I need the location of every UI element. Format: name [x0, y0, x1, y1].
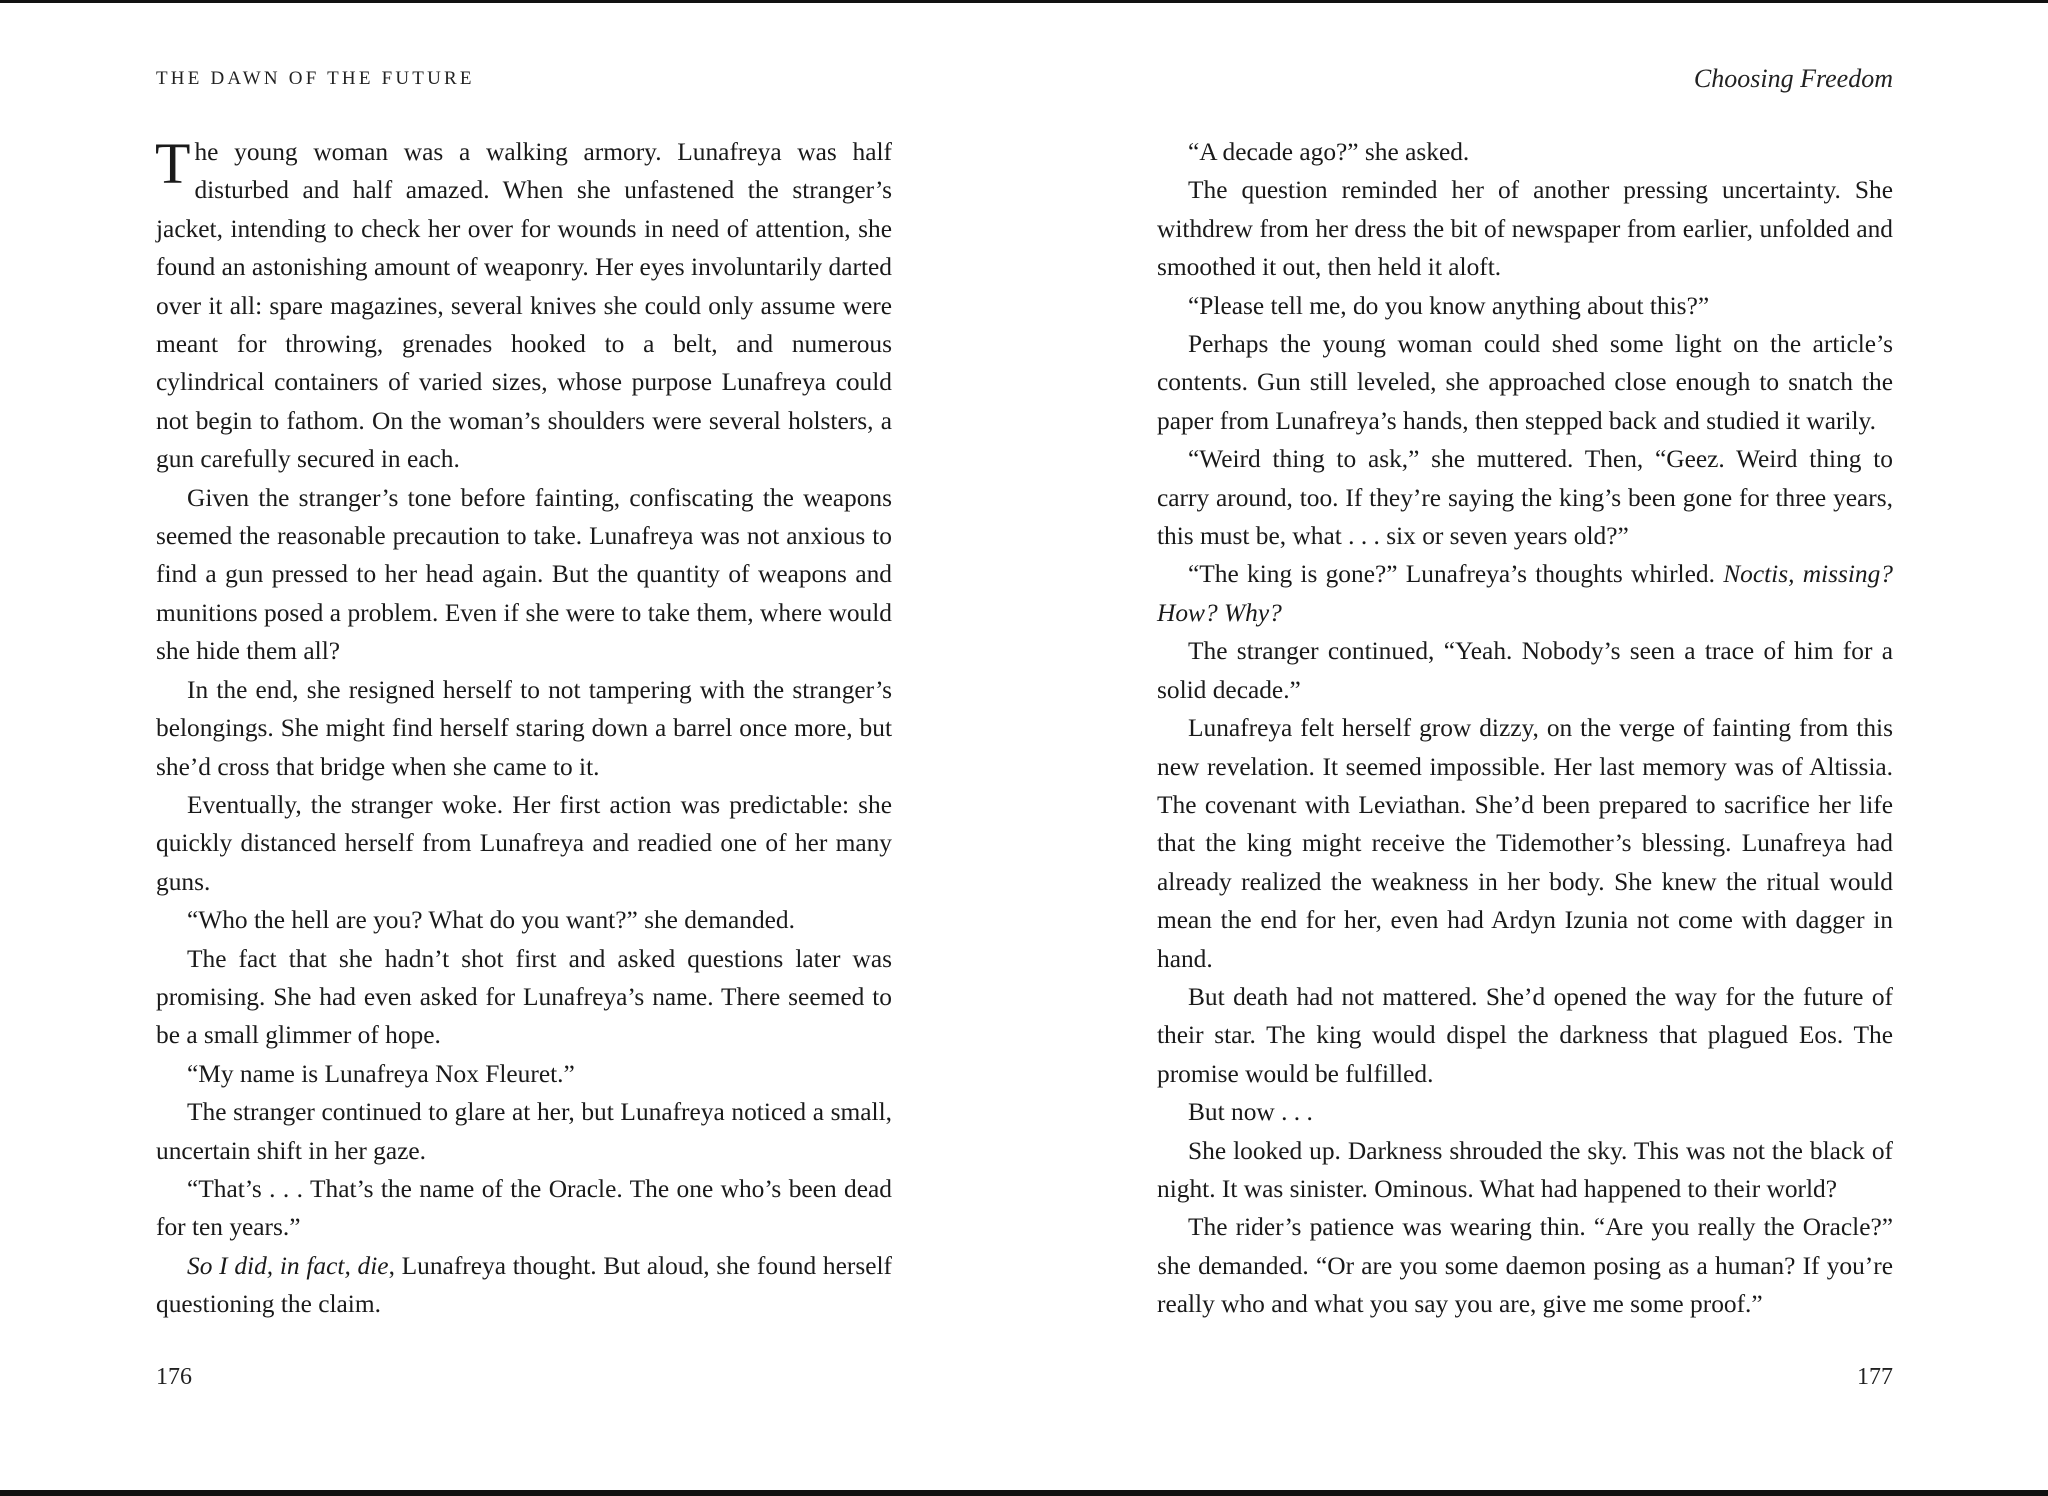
paragraph: Given the stranger’s tone before fainting, confiscating the weapons seemed the reasonable precaution to take. Lunafreya was not anxious to find a gun pressed to her head again. But the quantity of weapons and munitions posed a problem. Even if she were to take them, where would she hide them all?: [156, 483, 892, 666]
paragraph: “Who the hell are you? What do you want?” she demanded.: [187, 906, 795, 935]
paragraph: “Weird thing to ask,” she muttered. Then, “Geez. Weird thing to carry around, too. If they’re saying the king’s been gone for three years, this must be, what . . . six or seven years old?”: [1157, 445, 1893, 551]
paragraph: She looked up. Darkness shrouded the sky. This was not the black of night. It was sinister. Ominous. What had happened to their world?: [1157, 1136, 1893, 1203]
paragraph: “A decade ago?” she asked.: [1188, 138, 1470, 166]
page-number-left: 176: [156, 1364, 192, 1390]
paragraph: The stranger continued to glare at her, but Lunafreya noticed a small, uncertain shift in her gaze.: [156, 1098, 892, 1165]
drop-cap: T: [155, 131, 191, 196]
paragraph: “Please tell me, do you know anything about this?”: [1188, 291, 1710, 320]
left-page: [156, 0, 892, 1496]
paragraph: But death had not mattered. She’d opened the way for the future of their star. The king would dispel the darkness that plagued Eos. The promise would be fulfilled.: [1157, 982, 1893, 1088]
running-head-right: [1157, 64, 1893, 94]
bottom-border: [0, 1490, 2048, 1496]
paragraph: But now . . .: [1188, 1098, 1313, 1127]
book-title: THE DAWN OF THE FUTURE: [156, 68, 475, 89]
page-number-right: 177: [1857, 1364, 1893, 1390]
paragraph: The rider’s patience was wearing thin. “Are you really the Oracle?” she demanded. “Or are you some daemon posing as a human? If you’re really who and what you say you are, give me some proof.”: [1157, 1213, 1893, 1319]
paragraph: “My name is Lunafreya Nox Fleuret.”: [187, 1059, 575, 1088]
paragraph-text: “The king is gone?” Lunafreya’s thoughts whirled.: [1188, 560, 1724, 589]
paragraph: The stranger continued, “Yeah. Nobody’s seen a trace of him for a solid decade.”: [1157, 637, 1893, 704]
chapter-title: Choosing Freedom: [1693, 64, 1893, 93]
paragraph-text: he young woman was a walking armory. Lunafreya was half disturbed and half amazed. When she unfastened the stranger’s jacket, intending to check her over for wounds in need of attention, she found an astonishing amount of weaponry. Her eyes involuntarily darted over it all: spare magazines, several knives she could only assume were meant for throwing, grenades hooked to a belt, and numerous cylindrical containers of varied sizes, whose purpose Lunafreya could not begin to fathom. On the woman’s shoulders were several holsters, a gun carefully secured in each.: [156, 138, 892, 474]
running-head-left: [156, 64, 892, 94]
paragraph: The question reminded her of another pressing uncertainty. She withdrew from her dress the bit of newspaper from earlier, unfolded and smoothed it out, then held it aloft.: [1157, 176, 1893, 282]
paragraph: [156, 133, 892, 479]
paragraph: In the end, she resigned herself to not tampering with the stranger’s belongings. She might find herself staring down a barrel once more, but she’d cross that bridge when she came to it.: [156, 675, 892, 781]
paragraph: “That’s . . . That’s the name of the Oracle. The one who’s been dead for ten years.”: [156, 1174, 892, 1242]
paragraph: [156, 1247, 892, 1324]
paragraph-text: , Lunafreya thought. But aloud, she found herself questioning the claim.: [156, 1251, 892, 1319]
paragraph: [1157, 555, 1893, 632]
italic-thought: So I did, in fact, die: [187, 1251, 389, 1280]
paragraph: The fact that she hadn’t shot first and asked questions later was promising. She had even asked for Lunafreya’s name. There seemed to be a small glimmer of hope.: [156, 944, 892, 1050]
italic-thought: Noctis, missing? How? Why?: [1157, 560, 1893, 627]
left-page-body: [156, 133, 892, 1324]
paragraph: Perhaps the young woman could shed some light on the article’s contents. Gun still leveled, she approached close enough to snatch the paper from Lunafreya’s hands, then stepped back and studied it warily.: [1157, 330, 1893, 435]
right-page-body: [1157, 133, 1893, 1324]
right-page: [1157, 0, 1893, 1496]
paragraph: Eventually, the stranger woke. Her first action was predictable: she quickly distanced herself from Lunafreya and readied one of her many guns.: [156, 790, 892, 896]
paragraph: Lunafreya felt herself grow dizzy, on the verge of fainting from this new revelation. It seemed impossible. Her last memory was of Altissia. The covenant with Leviathan. She’d been prepared to sacrifice her life that the king might receive the Tidemother’s blessing. Lunafreya had already realized the weakness in her body. She knew the ritual would mean the end for her, even had Ardyn Izunia not come with dagger in hand.: [1157, 714, 1893, 973]
